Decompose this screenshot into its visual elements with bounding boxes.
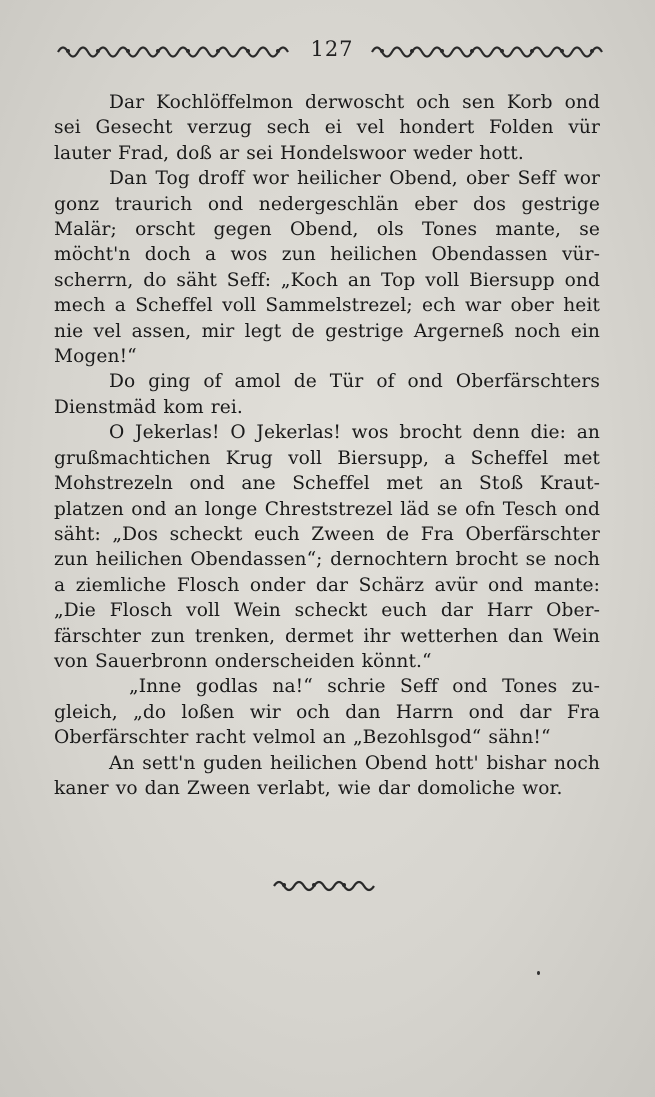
paragraph: „Inne godlas na!“ schrie Seff ond Tones zu-gleich, „do loßen wir och dan Harrn ond dar Fra Oberfärschter racht velmol an „Bezohlsgod“ sähn!“ (54, 676, 600, 749)
running-header (56, 34, 608, 64)
paragraph: An sett'n guden heilichen Obend hott' bishar noch kaner vo dan Zween verlabt, wie dar domoliche wor. (54, 752, 600, 799)
left-wave-ornament-icon (56, 40, 294, 58)
end-wave-ornament-icon (272, 876, 376, 892)
body-text (54, 90, 600, 801)
paragraph: O Jekerlas! O Jekerlas! wos brocht denn die: an grußmachtichen Krug voll Biersupp, a Scheffel met Mohstrezeln ond ane Scheffel met an Stoß Kraut-platzen ond an longe Chreststrezel läd se ofn Tesch ond säht: „Dos scheckt euch Zween de Fra Oberfärschter zun heilichen Obendassen“; dernochtern brocht se noch a ziemliche Flosch onder dar Schärz avür ond mante: „Die Flosch voll Wein scheckt euch dar Harr Ober-färschter zun trenken, dermet ihr wetterhen dan Wein von Sauerbronn onderscheiden könnt.“ (54, 422, 600, 672)
page-number: 127 (310, 37, 354, 61)
paper-speck (537, 971, 540, 975)
right-wave-ornament-icon (370, 40, 608, 58)
paragraph: Dan Tog droff wor heilicher Obend, ober Seff wor gonz traurich ond nedergeschlän eber dos gestrige Malär; orscht gegen Obend, ols Tones mante, se möcht'n doch a wos zun heilichen Obendassen vür-scherrn, do säht Seff: „Koch an Top voll Biersupp ond mech a Scheffel voll Sammelstrezel; ech war ober heit nie vel assen, mir legt de gestrige Argerneß noch ein Mogen!“ (54, 168, 600, 368)
paragraph: Do ging of amol de Tür of ond Oberfärschters Dienstmäd kom rei. (54, 371, 600, 418)
paragraph: Dar Kochlöffelmon derwoscht och sen Korb ond sei Gesecht verzug sech ei vel hondert Folden vür lauter Frad, doß ar sei Hondelswoor weder hott. (54, 92, 600, 164)
